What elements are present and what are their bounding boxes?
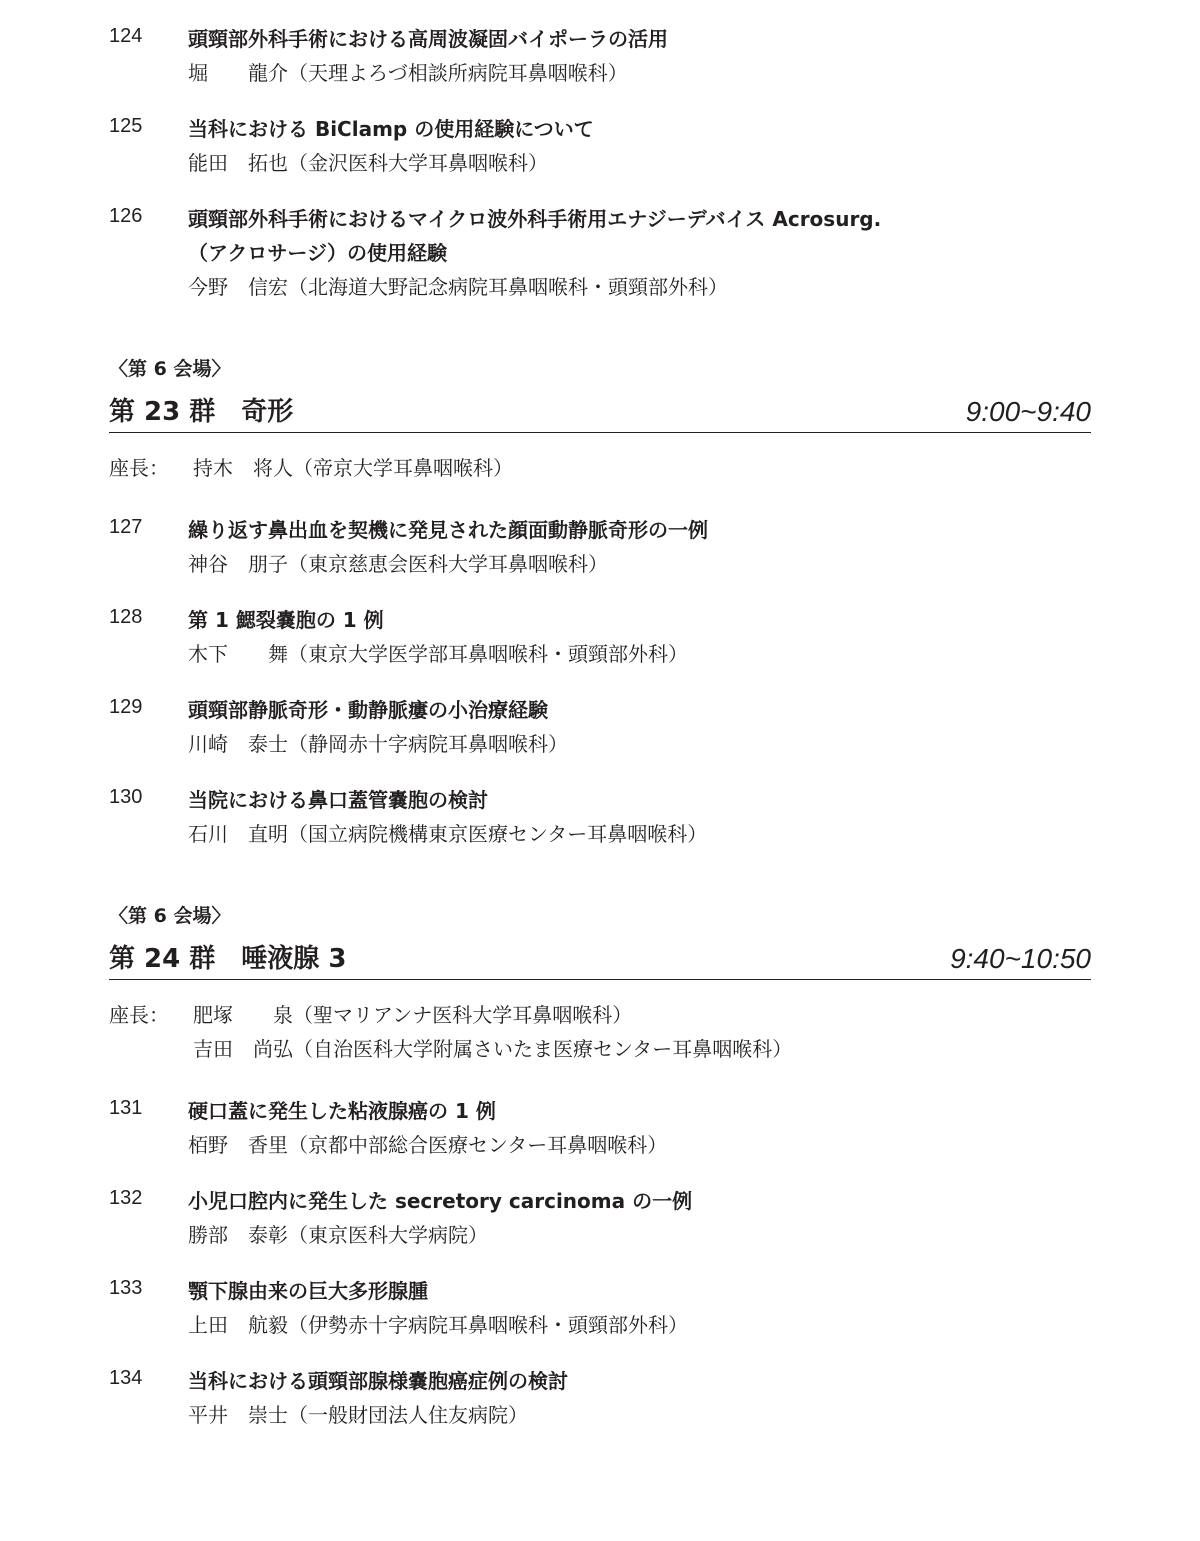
presentation-entry — [109, 693, 1091, 761]
presentation-body — [188, 1274, 1091, 1342]
presentation-body — [188, 1094, 1091, 1162]
chair-list — [193, 998, 1091, 1066]
presenter: 勝部 泰彰（東京医科大学病院） — [188, 1223, 488, 1247]
chair-block — [109, 998, 1091, 1066]
presentation-body — [188, 22, 1091, 90]
presentation-title: 頭頸部外科手術における高周波凝固バイポーラの活用 — [188, 27, 668, 51]
presentation-entry — [109, 22, 1091, 90]
presentation-title: 当科における頭頸部腺様嚢胞癌症例の検討 — [188, 1369, 568, 1393]
presenter: 能田 拓也（金沢医科大学耳鼻咽喉科） — [188, 151, 548, 175]
presentation-number: 125 — [109, 115, 143, 137]
presenter: 川崎 泰士（静岡赤十字病院耳鼻咽喉科） — [188, 732, 568, 756]
session-time: 9:40~10:50 — [950, 943, 1091, 974]
presentation-title: 当院における鼻口蓋管嚢胞の検討 — [188, 788, 488, 812]
chair-list — [193, 451, 1091, 485]
presentation-entry — [109, 1274, 1091, 1342]
presentation-body — [188, 603, 1091, 671]
presenter: 木下 舞（東京大学医学部耳鼻咽喉科・頭頸部外科） — [188, 642, 688, 666]
presenter: 平井 崇士（一般財団法人住友病院） — [188, 1403, 528, 1427]
session-time: 9:00~9:40 — [965, 396, 1091, 427]
presentation-title: 硬口蓋に発生した粘液腺癌の 1 例 — [188, 1099, 496, 1123]
presentation-title: 第 1 鰓裂嚢胞の 1 例 — [188, 608, 384, 632]
presentation-entry — [109, 202, 1091, 304]
presentation-entry — [109, 603, 1091, 671]
presentation-number: 127 — [109, 516, 143, 538]
presenter: 今野 信宏（北海道大野記念病院耳鼻咽喉科・頭頸部外科） — [188, 275, 728, 299]
presentation-number: 128 — [109, 606, 143, 628]
presentation-body — [188, 513, 1091, 581]
chair-name: 持木 将人（帝京大学耳鼻咽喉科） — [193, 456, 513, 480]
presentation-number: 134 — [109, 1367, 143, 1389]
presentation-entry — [109, 783, 1091, 851]
presentation-number: 126 — [109, 205, 143, 227]
chair-name: 肥塚 泉（聖マリアンナ医科大学耳鼻咽喉科） — [193, 1003, 633, 1027]
presentation-body — [188, 1364, 1091, 1432]
session-block — [109, 354, 1091, 851]
presenter: 上田 航毅（伊勢赤十字病院耳鼻咽喉科・頭頸部外科） — [188, 1313, 688, 1337]
presentation-entry — [109, 112, 1091, 180]
presentation-number: 133 — [109, 1277, 143, 1299]
venue-label: 〈第 6 会場〉 — [109, 905, 231, 927]
presentation-body — [188, 112, 1091, 180]
chair-label: 座長： — [109, 456, 169, 480]
chair-block — [109, 451, 1091, 485]
presentation-entry — [109, 1364, 1091, 1432]
presentation-title: 当科における BiClamp の使用経験について — [188, 117, 594, 141]
presentation-title: 頭頸部外科手術におけるマイクロ波外科手術用エナジーデバイス Acrosurg. — [188, 207, 882, 231]
presenter: 石川 直明（国立病院機構東京医療センター耳鼻咽喉科） — [188, 822, 708, 846]
presentation-body — [188, 693, 1091, 761]
presenter: 栢野 香里（京都中部総合医療センター耳鼻咽喉科） — [188, 1133, 668, 1157]
presentation-entry — [109, 1094, 1091, 1162]
presentation-entry — [109, 1184, 1091, 1252]
presentation-title: 繰り返す鼻出血を契機に発見された顔面動静脈奇形の一例 — [188, 518, 708, 542]
presentation-number: 124 — [109, 25, 143, 47]
session-header — [109, 388, 1091, 433]
presenter: 堀 龍介（天理よろづ相談所病院耳鼻咽喉科） — [188, 61, 628, 85]
presentation-body — [188, 783, 1091, 851]
presentation-body — [188, 202, 1091, 304]
presentation-title: 頭頸部静脈奇形・動静脈瘻の小治療経験 — [188, 698, 548, 722]
session-header — [109, 935, 1091, 980]
presentation-number: 131 — [109, 1097, 143, 1119]
presentation-body — [188, 1184, 1091, 1252]
venue-label: 〈第 6 会場〉 — [109, 358, 231, 380]
session-block — [109, 901, 1091, 1432]
program-page — [109, 22, 1091, 1454]
presentation-title: 顎下腺由来の巨大多形腺腫 — [188, 1279, 428, 1303]
presentation-title: （アクロサージ）の使用経験 — [188, 241, 447, 265]
session-title: 第 24 群 唾液腺 3 — [109, 944, 347, 974]
presentation-entry — [109, 513, 1091, 581]
presentation-number: 130 — [109, 786, 143, 808]
chair-label: 座長： — [109, 1003, 169, 1027]
presentation-title: 小児口腔内に発生した secretory carcinoma の一例 — [188, 1189, 693, 1213]
presentation-number: 129 — [109, 696, 143, 718]
presentation-number: 132 — [109, 1187, 143, 1209]
chair-name: 吉田 尚弘（自治医科大学附属さいたま医療センター耳鼻咽喉科） — [193, 1037, 793, 1061]
session-block — [109, 22, 1091, 304]
session-title: 第 23 群 奇形 — [109, 397, 294, 427]
presenter: 神谷 朋子（東京慈恵会医科大学耳鼻咽喉科） — [188, 552, 608, 576]
